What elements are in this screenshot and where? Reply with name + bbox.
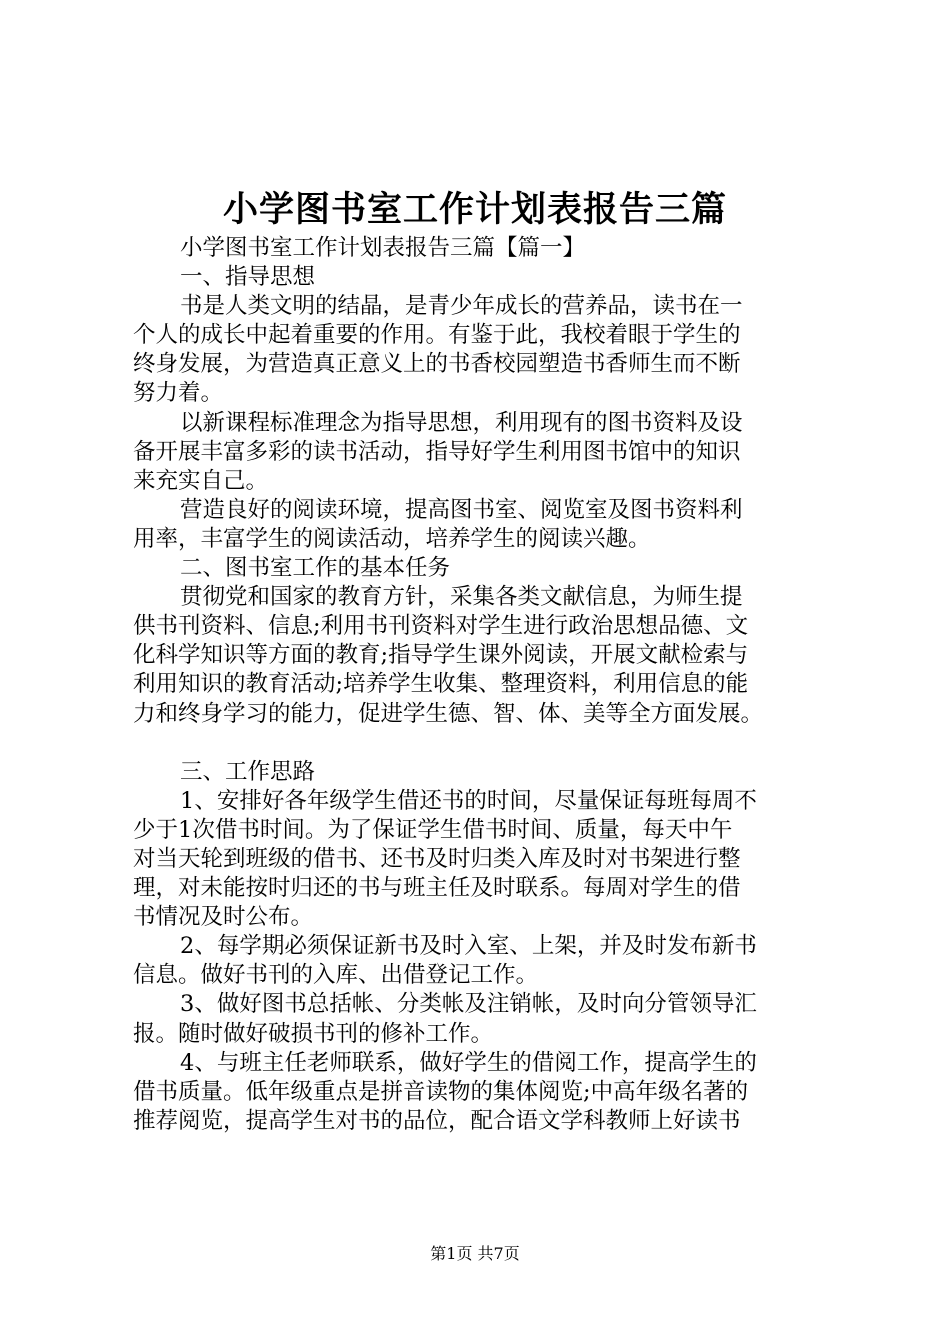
text-line: 1、安排好各年级学生借还书的时间，尽量保证每班每周不 (180, 787, 757, 814)
document-body (133, 234, 833, 1136)
text-line: 用率，丰富学生的阅读活动，培养学生的阅读兴趣。 (133, 525, 651, 552)
text-line: 来充实自己。 (133, 467, 269, 494)
text-line: 三、工作思路 (180, 758, 316, 785)
text-line: 对当天轮到班级的借书、还书及时归类入库及时对书架进行整 (133, 845, 741, 872)
text-line: 努力着。 (133, 380, 224, 407)
text-line: 贯彻党和国家的教育方针，采集各类文献信息，为师生提 (180, 584, 743, 611)
text-line: 二、图书室工作的基本任务 (180, 555, 451, 582)
text-line: 书情况及时公布。 (133, 904, 314, 931)
text-line: 3、做好图书总括帐、分类帐及注销帐，及时向分管领导汇 (180, 991, 757, 1018)
text-line: 借书质量。低年级重点是拼音读物的集体阅览;中高年级名著的 (133, 1078, 749, 1105)
text-line: 信息。做好书刊的入库、出借登记工作。 (133, 962, 539, 989)
text-line: 一、指导思想 (180, 264, 316, 291)
text-line: 报。随时做好破损书刊的修补工作。 (133, 1020, 494, 1047)
page-footer: 第1页 共7页 (430, 1244, 520, 1263)
text-line: 供书刊资料、信息;利用书刊资料对学生进行政治思想品德、文 (133, 613, 749, 640)
text-line: 营造良好的阅读环境，提高图书室、阅览室及图书资料利 (180, 496, 743, 523)
document-title: 小学图书室工作计划表报告三篇 (222, 189, 727, 230)
text-line: 2、每学期必须保证新书及时入室、上架，并及时发布新书 (180, 933, 757, 960)
text-line: 理，对未能按时归还的书与班主任及时联系。每周对学生的借 (133, 875, 741, 902)
text-line: 终身发展，为营造真正意义上的书香校园塑造书香师生而不断 (133, 351, 741, 378)
text-line: 化科学知识等方面的教育;指导学生课外阅读，开展文献检索与 (133, 642, 749, 669)
text-line: 书是人类文明的结晶，是青少年成长的营养品，读书在一 (180, 293, 743, 320)
text-line: 利用知识的教育活动;培养学生收集、整理资料，利用信息的能 (133, 671, 749, 698)
text-line: 4、与班主任老师联系，做好学生的借阅工作，提高学生的 (180, 1049, 757, 1076)
text-line: 备开展丰富多彩的读书活动，指导好学生利用图书馆中的知识 (133, 438, 741, 465)
text-line: 小学图书室工作计划表报告三篇【篇一】 (180, 235, 586, 261)
text-line: 以新课程标准理念为指导思想，利用现有的图书资料及设 (180, 409, 743, 436)
text-line: 少于1次借书时间。为了保证学生借书时间、质量，每天中午 (133, 816, 733, 843)
text-line: 个人的成长中起着重要的作用。有鉴于此，我校着眼于学生的 (133, 322, 741, 349)
text-line: 推荐阅览，提高学生对书的品位，配合语文学科教师上好读书 (133, 1107, 741, 1134)
text-line: 力和终身学习的能力，促进学生德、智、体、美等全方面发展。 (133, 700, 764, 727)
blank-line (133, 729, 833, 758)
